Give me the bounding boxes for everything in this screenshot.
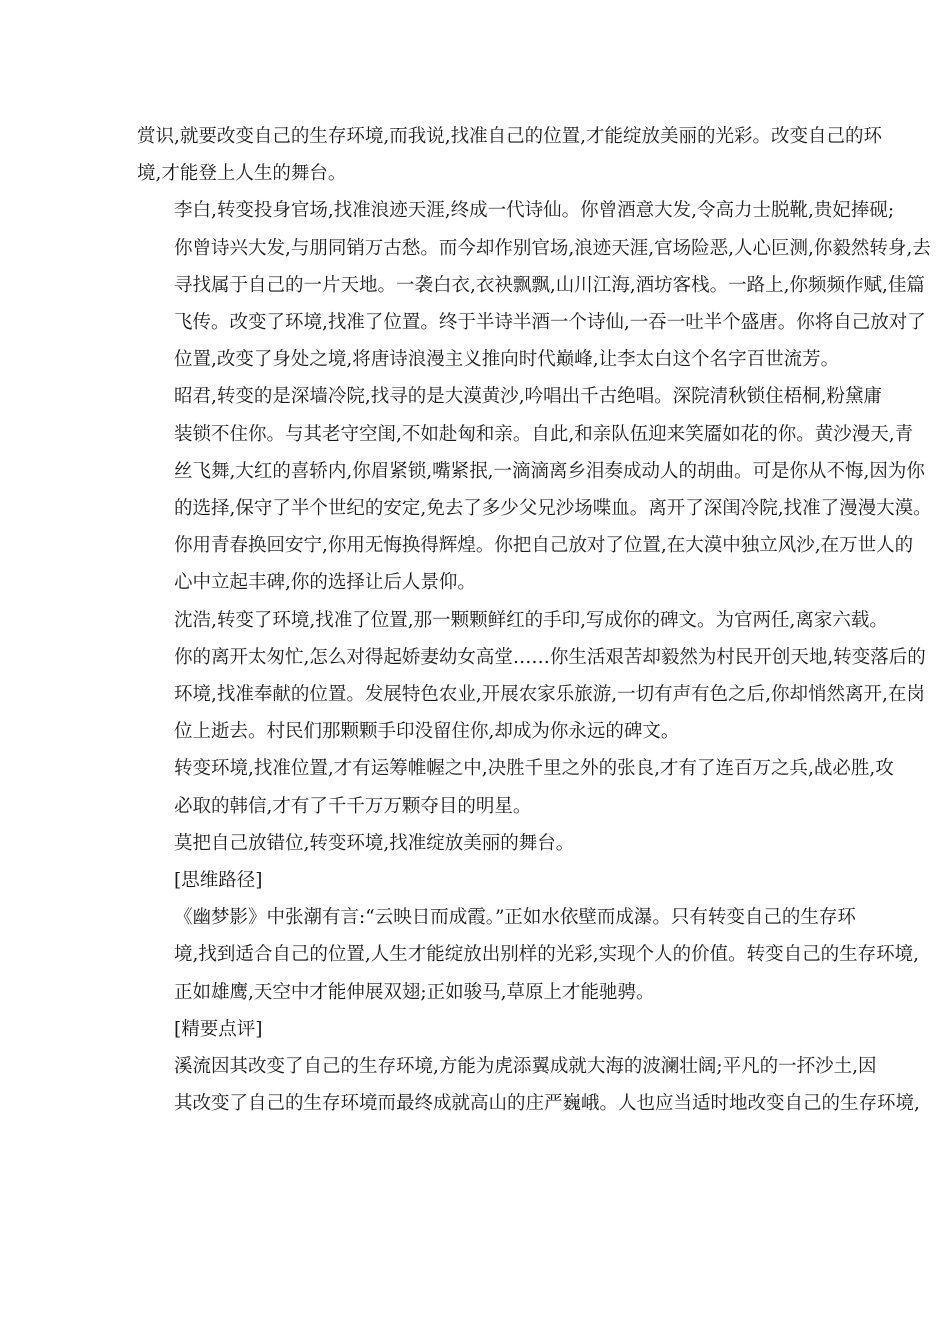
paragraph-summary	[137, 750, 894, 824]
text-line: 转变环境,找准位置,才有运筹帷幄之中,决胜千里之外的张良,才有了连百万之兵,战必胜,攻	[174, 758, 894, 780]
text-line: 的选择,保守了半个世纪的安定,免去了多少父兄沙场喋血。离开了深闺冷院,找准了漫漫大漠。	[174, 498, 932, 520]
text-line: 莫把自己放错位,转变环境,找准绽放美丽的舞台。	[174, 832, 575, 854]
heading-text: [思维路径]	[174, 870, 263, 892]
text-line: 正如雄鹰,天空中才能伸展双翅;正如骏马,草原上才能驰骋。	[174, 981, 655, 1003]
paragraph-intro-continuation	[137, 118, 883, 192]
text-line: 环境,找准奉献的位置。发展特色农业,开展农家乐旅游,一切有声有色之后,你却悄然离开,在岗	[174, 684, 925, 706]
paragraph-thinking-path	[137, 899, 920, 1011]
section-heading-commentary	[137, 1011, 819, 1048]
text-line: 昭君,转变的是深墙冷院,找寻的是大漠黄沙,吟唱出千古绝唱。深院清秋锁住梧桐,粉黛庸	[174, 386, 883, 408]
section-heading-thinking-path	[137, 862, 819, 899]
text-line: 你的离开太匆忙,怎么对得起娇妻幼女高堂……你生活艰苦却毅然为村民开创天地,转变落后的	[174, 646, 926, 668]
text-line: 《幽梦影》中张潮有言:“云映日而成霞。”正如水依壁而成瀑。只有转变自己的生存环	[174, 907, 856, 929]
text-line: 位置,改变了身处之境,将唐诗浪漫主义推向时代巅峰,让李太白这个名字百世流芳。	[174, 349, 840, 371]
text-line: 赏识,就要改变自己的生存环境,而我说,找准自己的位置,才能绽放美丽的光彩。改变自己的环	[137, 126, 883, 147]
text-line: 境,才能登上人生的舞台。	[137, 163, 347, 185]
text-line: 飞传。改变了环境,找准了位置。终于半诗半酒一个诗仙,一吞一吐半个盛唐。你将自己放对了	[174, 312, 926, 334]
text-line: 境,找到适合自己的位置,人生才能绽放出别样的光彩,实现个人的价值。转变自己的生存环境,	[174, 944, 920, 966]
paragraph-commentary	[137, 1048, 920, 1122]
text-line: 寻找属于自己的一片天地。一袭白衣,衣袂飘飘,山川江海,酒坊客栈。一路上,你频频作赋,佳篇	[174, 274, 925, 296]
text-line: 沈浩,转变了环境,找准了位置,那一颗颗鲜红的手印,写成你的碑文。为官两任,离家六载。	[174, 609, 888, 631]
paragraph-li-bai	[137, 192, 931, 378]
text-line: 你用青春换回安宁,你用无悔换得辉煌。你把自己放对了位置,在大漠中独立风沙,在万世人的	[174, 535, 914, 557]
text-line: 必取的韩信,才有了千千万万颗夺目的明星。	[174, 795, 532, 817]
paragraph-shen-hao	[137, 602, 926, 751]
text-line: 李白,转变投身官场,找准浪迹天涯,终成一代诗仙。你曾酒意大发,令高力士脱靴,贵妃捧砚;	[174, 200, 895, 222]
text-line: 你曾诗兴大发,与朋同销万古愁。而今却作别官场,浪迹天涯,官场险恶,人心叵测,你毅然转身,去	[174, 237, 931, 259]
text-line: 其改变了自己的生存环境而最终成就高山的庄严巍峨。人也应当适时地改变自己的生存环境,	[174, 1093, 920, 1115]
text-line: 溪流因其改变了自己的生存环境,方能为虎添翼成就大海的波澜壮阔;平凡的一抔沙土,因	[174, 1056, 877, 1078]
text-line: 心中立起丰碑,你的选择让后人景仰。	[174, 572, 476, 594]
text-line: 位上逝去。村民们那颗颗手印没留住你,却成为你永远的碑文。	[174, 721, 680, 743]
heading-text: [精要点评]	[174, 1018, 263, 1040]
text-line: 丝飞舞,大红的喜轿内,你眉紧锁,嘴紧抿,一滴滴离乡泪奏成动人的胡曲。可是你从不悔,因为你	[174, 460, 925, 482]
text-line: 装锁不住你。与其老守空闺,不如赴匈和亲。自此,和亲队伍迎来笑靥如花的你。黄沙漫天,青	[174, 423, 914, 445]
paragraph-zhao-jun	[137, 378, 932, 601]
paragraph-conclusion	[137, 825, 819, 862]
